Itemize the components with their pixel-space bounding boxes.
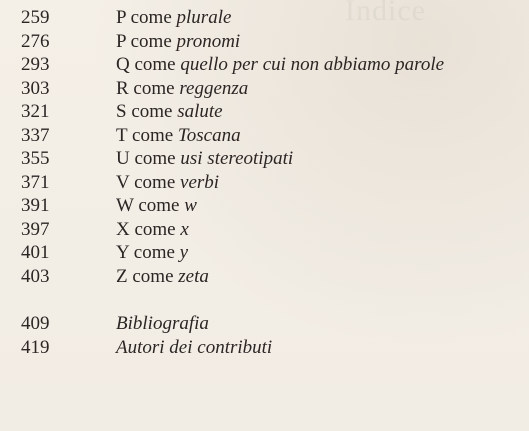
entry-term: usi stereotipati (180, 148, 294, 169)
entry-term: x (180, 218, 189, 240)
entry-term: y (179, 242, 189, 263)
entry-title (116, 265, 521, 289)
toc-entry (21, 194, 521, 218)
entry-title (116, 77, 521, 101)
page-number: 355 (21, 148, 50, 169)
table-of-contents (21, 6, 521, 359)
entry-term: Toscana (177, 124, 241, 146)
entry-prefix: W come (116, 195, 185, 216)
toc-entry-back-matter (21, 336, 521, 360)
page-number: 321 (21, 101, 50, 122)
entry-title (116, 241, 521, 265)
entry-title (116, 312, 521, 336)
page-number: 293 (21, 54, 50, 75)
page-number: 276 (21, 30, 50, 52)
page-number: 337 (21, 124, 50, 146)
toc-entry (21, 147, 521, 171)
toc-entry (21, 53, 521, 77)
entry-prefix: R come (116, 77, 180, 99)
toc-entry (21, 241, 521, 265)
toc-entry (21, 30, 521, 54)
entry-prefix: S come (116, 101, 178, 122)
entry-term: Bibliografia (116, 313, 209, 334)
entry-prefix: Y come (116, 242, 180, 263)
page-number: 259 (21, 7, 50, 28)
entry-term: verbi (180, 171, 220, 193)
page-number: 303 (21, 77, 50, 99)
entry-term: pronomi (176, 30, 241, 52)
entry-title (116, 53, 521, 77)
entry-prefix: T come (116, 124, 178, 146)
page-number: 409 (21, 313, 50, 334)
entry-term: w (184, 195, 197, 216)
page-number: 403 (21, 265, 50, 287)
entry-prefix: P come (116, 7, 177, 28)
toc-entry (21, 171, 521, 195)
toc-entry-back-matter (21, 312, 521, 336)
entry-title (116, 218, 521, 242)
entry-term: salute (177, 101, 223, 122)
entry-prefix: X come (116, 218, 181, 240)
toc-entry (21, 265, 521, 289)
entry-title (116, 171, 521, 195)
page-number: 391 (21, 195, 50, 216)
entry-prefix: Z come (116, 265, 179, 287)
entry-term: quello per cui non abbiamo parole (180, 54, 445, 75)
entry-title (116, 100, 521, 124)
entry-term: Autori dei contributi (116, 336, 273, 358)
page-number: 401 (21, 242, 50, 263)
entry-title (116, 6, 521, 30)
toc-entry (21, 100, 521, 124)
bleed-through-heading: Indice (345, 0, 426, 27)
toc-entry (21, 6, 521, 30)
toc-entry (21, 218, 521, 242)
toc-entry (21, 77, 521, 101)
page-number: 371 (21, 171, 50, 193)
entry-prefix: U come (116, 148, 181, 169)
toc-entry (21, 124, 521, 148)
entry-title (116, 147, 521, 171)
page-number: 397 (21, 218, 50, 240)
entry-title (116, 124, 521, 148)
entry-term: plurale (176, 7, 232, 28)
entry-prefix: Q come (116, 54, 181, 75)
page-number: 419 (21, 336, 50, 358)
entry-term: zeta (178, 265, 209, 287)
entry-title (116, 30, 521, 54)
entry-title (116, 194, 521, 218)
entry-term: reggenza (179, 77, 249, 99)
entry-prefix: V come (116, 171, 181, 193)
entry-title (116, 336, 521, 360)
entry-prefix: P come (116, 30, 177, 52)
